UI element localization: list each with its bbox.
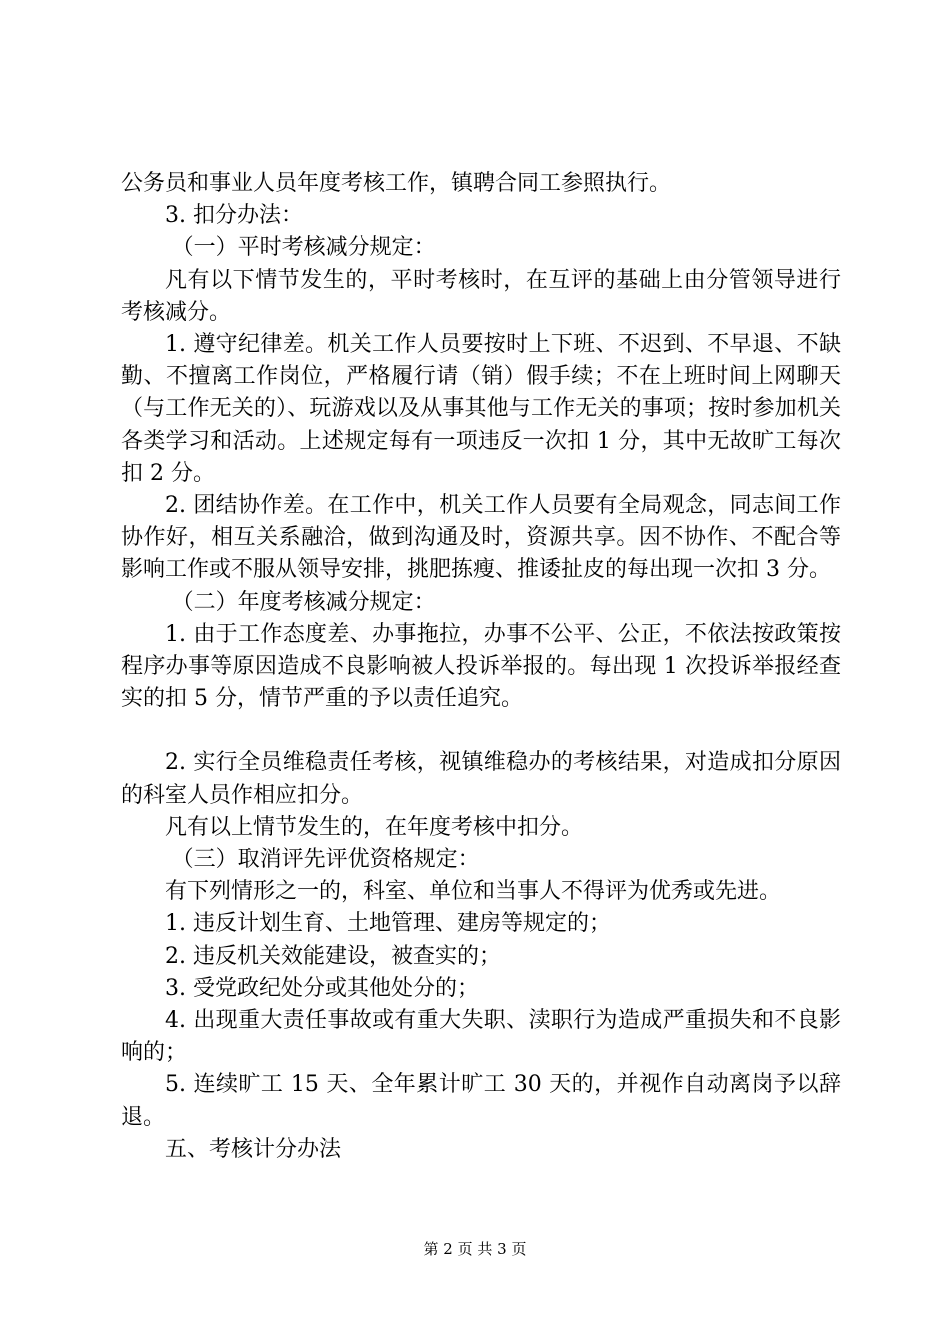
paragraph-stability-item: 2. 实行全员维稳责任考核，视镇维稳办的考核结果，对造成扣分原因的科室人员作相应扣分。 — [121, 750, 841, 808]
paragraph-continuation: 公务员和事业人员年度考核工作，镇聘合同工参照执行。 — [121, 171, 672, 196]
paragraph-disqualify-item-3: 3. 受党政纪处分或其他处分的； — [165, 975, 479, 1001]
paragraph-deduction-method-heading: 3. 扣分办法： — [165, 203, 303, 229]
paragraph-complaint-item: 1. 由于工作态度差、办事拖拉，办事不公平、公正，不依法按政策按程序办事等原因造成不良影响被人投诉举报的。每出现 1 次投诉举报经查实的扣 5 分，情节严重的予以责任追究。 — [121, 621, 841, 712]
paragraph-teamwork-item: 2. 团结协作差。在工作中，机关工作人员要有全局观念，同志间工作协作好，相互关系融洽，做到沟通及时，资源共享。因不协作、不配合等影响工作或不服从领导安排，挑肥拣瘦、推诿扯皮的每出现一次扣 3 分。 — [121, 493, 841, 583]
paragraph-section-two-heading: （二）年度考核减分规定： — [171, 589, 436, 615]
paragraph-disqualify-item-2: 2. 违反机关效能建设，被查实的； — [165, 943, 501, 969]
blank-line — [121, 715, 841, 747]
paragraph-disqualify-item-1: 1. 违反计划生育、土地管理、建房等规定的； — [165, 911, 611, 937]
document-body — [121, 168, 841, 1166]
paragraph-section-five-heading: 五、考核计分办法 — [165, 1136, 342, 1162]
paragraph-section-one-heading: （一）平时考核减分规定： — [171, 235, 436, 261]
paragraph-disqualify-item-5: 5. 连续旷工 15 天、全年累计旷工 30 天的，并视作自动离岗予以辞退。 — [121, 1072, 841, 1130]
paragraph-section-one-intro: 凡有以下情节发生的，平时考核时，在互评的基础上由分管领导进行考核减分。 — [121, 267, 841, 325]
paragraph-section-three-intro: 有下列情形之一的，科室、单位和当事人不得评为优秀或先进。 — [165, 879, 782, 905]
page-number-footer: 第 2 页 共 3 页 — [423, 1240, 527, 1258]
paragraph-disqualify-item-4: 4. 出现重大责任事故或有重大失职、渎职行为造成严重损失和不良影响的； — [121, 1008, 841, 1066]
paragraph-discipline-item: 1. 遵守纪律差。机关工作人员要按时上下班、不迟到、不早退、不缺勤、不擅离工作岗位，严格履行请（销）假手续；不在上班时间上网聊天（与工作无关的）、玩游戏以及从事其他与工作无关的事项；按时参加机关各类学习和活动。上述规定每有一项违反一次扣 1 分，其中无故旷工每次扣 2 分。 — [121, 332, 841, 486]
paragraph-annual-deduction-note: 凡有以上情节发生的，在年度考核中扣分。 — [165, 814, 584, 840]
paragraph-section-three-heading: （三）取消评先评优资格规定： — [171, 847, 480, 873]
